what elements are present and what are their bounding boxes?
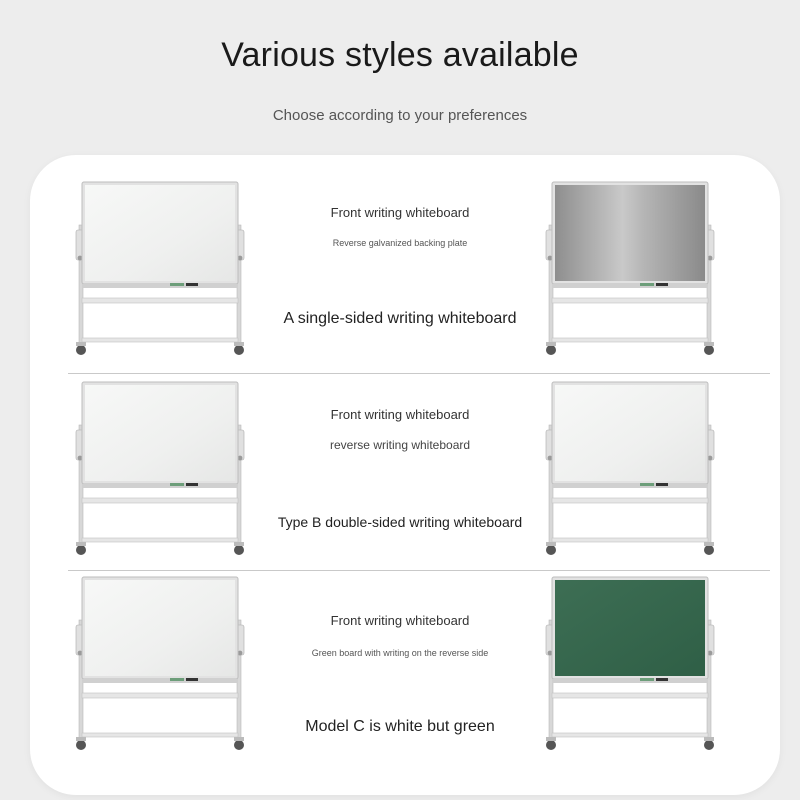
whiteboard-back-image — [540, 380, 720, 560]
whiteboard-front-image — [70, 575, 250, 755]
reverse-label: Green board with writing on the reverse side — [311, 648, 489, 658]
page-title: Various styles available — [221, 36, 579, 74]
style-row-a — [30, 180, 780, 375]
divider — [68, 373, 770, 374]
style-row-b — [30, 380, 780, 570]
whiteboard-front-image — [70, 180, 250, 360]
front-label: Front writing whiteboard — [330, 613, 470, 628]
whiteboard-front-image — [70, 380, 250, 560]
type-label: Type B double-sided writing whiteboard — [277, 514, 523, 530]
galvanized-back-image — [540, 180, 720, 360]
page-subtitle: Choose according to your preferences — [272, 107, 528, 124]
reverse-label: Reverse galvanized backing plate — [332, 238, 468, 248]
front-label: Front writing whiteboard — [330, 205, 470, 220]
greenboard-back-image — [540, 575, 720, 755]
type-label: Model C is white but green — [305, 718, 495, 735]
style-row-c — [30, 575, 780, 765]
reverse-label: reverse writing whiteboard — [329, 438, 471, 452]
front-label: Front writing whiteboard — [330, 407, 470, 422]
styles-card — [30, 155, 780, 795]
type-label: A single-sided writing whiteboard — [283, 310, 517, 327]
divider — [68, 570, 770, 571]
